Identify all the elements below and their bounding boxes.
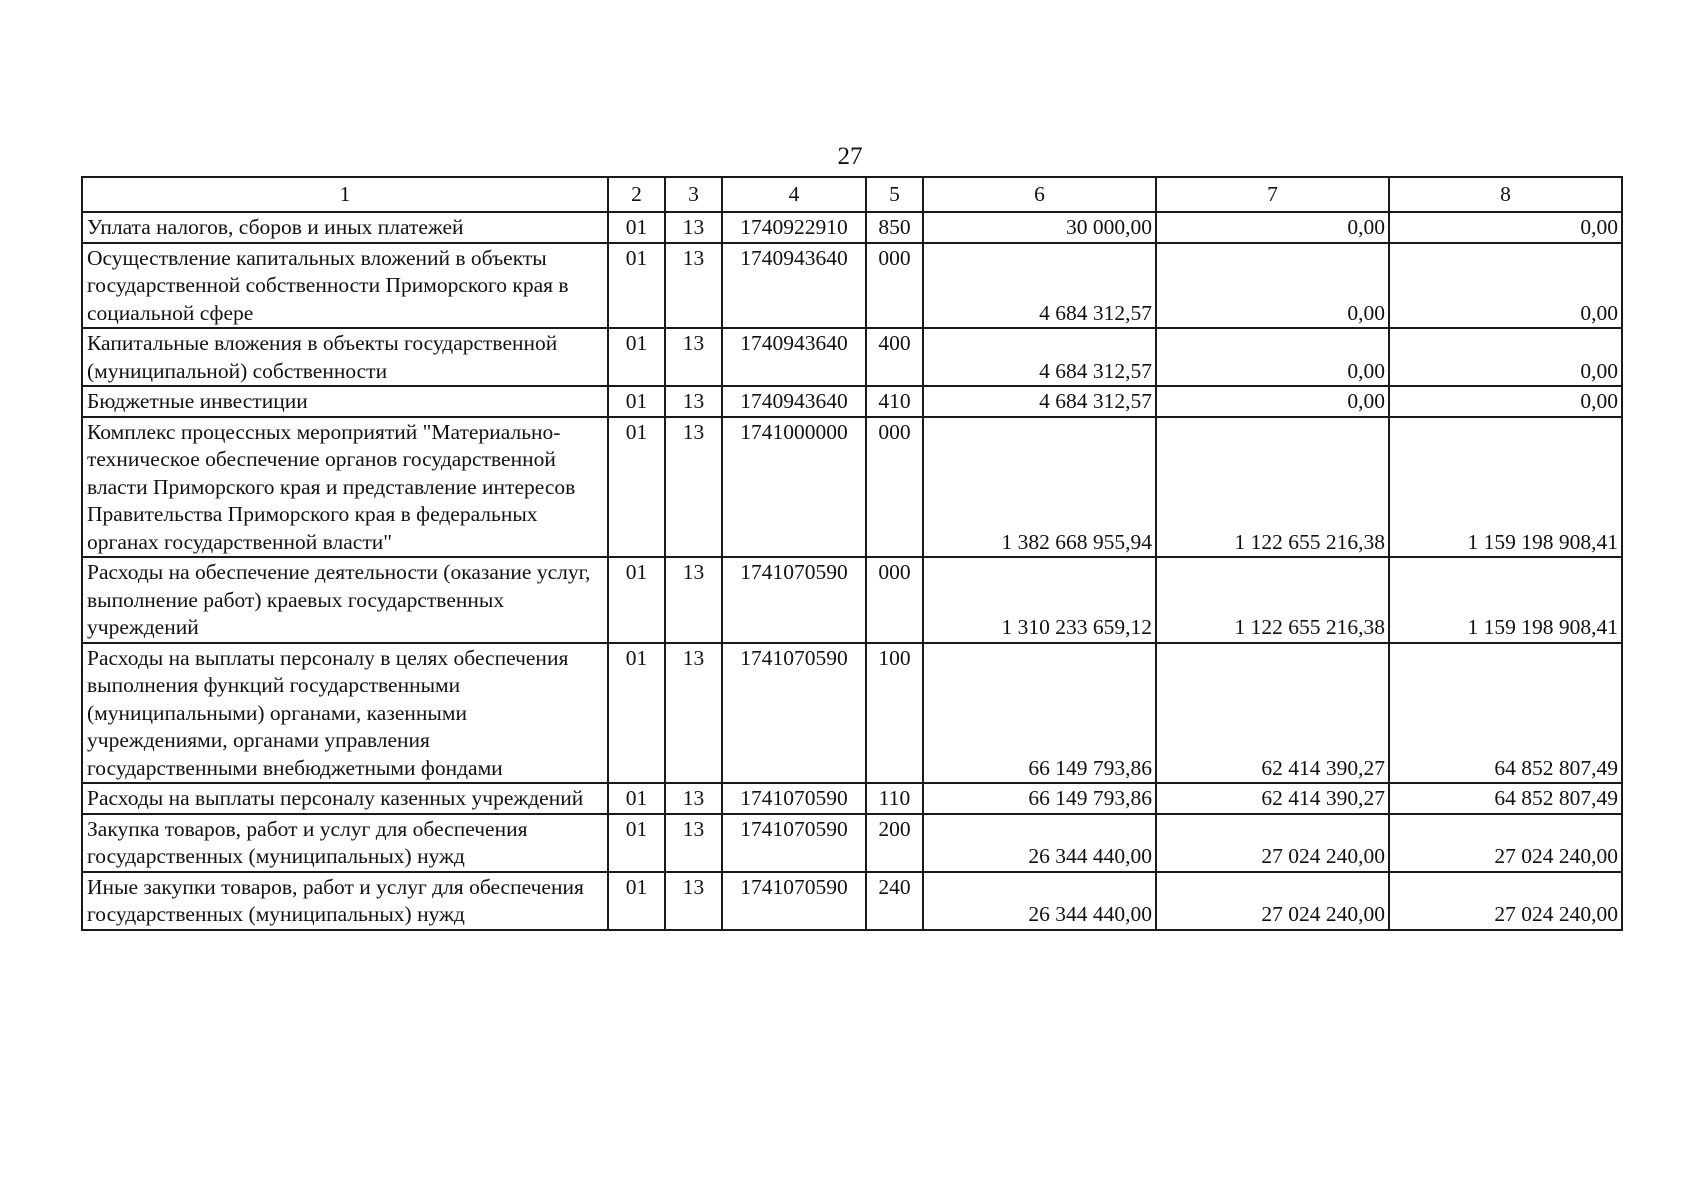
amount-col-8: 0,00 (1389, 386, 1622, 417)
amount-col-8: 27 024 240,00 (1389, 872, 1622, 930)
target-article-code: 1740943640 (722, 386, 866, 417)
row-name: Расходы на выплаты персоналу казенных учреждений (82, 783, 608, 814)
amount-col-7: 0,00 (1156, 328, 1389, 386)
section-code: 01 (608, 557, 665, 643)
amount-col-8: 0,00 (1389, 328, 1622, 386)
target-article-code: 1741070590 (722, 872, 866, 930)
amount-col-8: 64 852 807,49 (1389, 783, 1622, 814)
amount-col-6: 1 310 233 659,12 (923, 557, 1156, 643)
column-header: 4 (722, 177, 866, 212)
target-article-code: 1741070590 (722, 814, 866, 872)
expense-type-code: 000 (866, 243, 923, 329)
header-row (82, 177, 1622, 212)
table-row (82, 212, 1622, 243)
target-article-code: 1741000000 (722, 417, 866, 558)
row-name: Расходы на выплаты персоналу в целях обеспечения выполнения функций государственными (муниципальными) органами, казенными учреждениями, органами управления государственными внебюджетными фондами (82, 643, 608, 784)
amount-col-6: 66 149 793,86 (923, 643, 1156, 784)
target-article-code: 1740943640 (722, 328, 866, 386)
row-name: Бюджетные инвестиции (82, 386, 608, 417)
expense-type-code: 400 (866, 328, 923, 386)
column-header: 3 (665, 177, 722, 212)
table-row (82, 386, 1622, 417)
subsection-code: 13 (665, 557, 722, 643)
target-article-code: 1741070590 (722, 783, 866, 814)
amount-col-8: 27 024 240,00 (1389, 814, 1622, 872)
amount-col-8: 0,00 (1389, 212, 1622, 243)
column-header: 8 (1389, 177, 1622, 212)
row-name: Комплекс процессных мероприятий "Материально-техническое обеспечение органов государственной власти Приморского края и представление интересов Правительства Приморского края в федеральных органах государственной власти" (82, 417, 608, 558)
column-header: 1 (82, 177, 608, 212)
amount-col-7: 27 024 240,00 (1156, 814, 1389, 872)
subsection-code: 13 (665, 643, 722, 784)
amount-col-6: 4 684 312,57 (923, 386, 1156, 417)
amount-col-7: 62 414 390,27 (1156, 783, 1389, 814)
subsection-code: 13 (665, 783, 722, 814)
target-article-code: 1741070590 (722, 643, 866, 784)
amount-col-6: 30 000,00 (923, 212, 1156, 243)
target-article-code: 1740943640 (722, 243, 866, 329)
row-name: Капитальные вложения в объекты государственной (муниципальной) собственности (82, 328, 608, 386)
table-row (82, 872, 1622, 930)
amount-col-6: 26 344 440,00 (923, 872, 1156, 930)
amount-col-6: 66 149 793,86 (923, 783, 1156, 814)
subsection-code: 13 (665, 328, 722, 386)
row-name: Расходы на обеспечение деятельности (оказание услуг, выполнение работ) краевых государственных учреждений (82, 557, 608, 643)
amount-col-7: 1 122 655 216,38 (1156, 557, 1389, 643)
table-row (82, 243, 1622, 329)
subsection-code: 13 (665, 417, 722, 558)
subsection-code: 13 (665, 872, 722, 930)
table-row (82, 643, 1622, 784)
section-code: 01 (608, 212, 665, 243)
table-row (82, 814, 1622, 872)
amount-col-8: 1 159 198 908,41 (1389, 417, 1622, 558)
column-header: 6 (923, 177, 1156, 212)
section-code: 01 (608, 872, 665, 930)
column-header: 2 (608, 177, 665, 212)
amount-col-8: 64 852 807,49 (1389, 643, 1622, 784)
row-name: Иные закупки товаров, работ и услуг для обеспечения государственных (муниципальных) нужд (82, 872, 608, 930)
page-number: 27 (837, 143, 863, 170)
row-name: Уплата налогов, сборов и иных платежей (82, 212, 608, 243)
table-row (82, 417, 1622, 558)
row-name: Закупка товаров, работ и услуг для обеспечения государственных (муниципальных) нужд (82, 814, 608, 872)
table-row (82, 557, 1622, 643)
subsection-code: 13 (665, 814, 722, 872)
amount-col-6: 1 382 668 955,94 (923, 417, 1156, 558)
table-row (82, 783, 1622, 814)
table-row (82, 328, 1622, 386)
section-code: 01 (608, 243, 665, 329)
section-code: 01 (608, 328, 665, 386)
row-name: Осуществление капитальных вложений в объекты государственной собственности Приморского края в социальной сфере (82, 243, 608, 329)
amount-col-7: 27 024 240,00 (1156, 872, 1389, 930)
expense-type-code: 410 (866, 386, 923, 417)
amount-col-8: 0,00 (1389, 243, 1622, 329)
amount-col-6: 4 684 312,57 (923, 243, 1156, 329)
section-code: 01 (608, 783, 665, 814)
amount-col-7: 1 122 655 216,38 (1156, 417, 1389, 558)
expense-type-code: 240 (866, 872, 923, 930)
section-code: 01 (608, 643, 665, 784)
amount-col-8: 1 159 198 908,41 (1389, 557, 1622, 643)
expense-type-code: 100 (866, 643, 923, 784)
amount-col-7: 0,00 (1156, 212, 1389, 243)
section-code: 01 (608, 417, 665, 558)
subsection-code: 13 (665, 386, 722, 417)
subsection-code: 13 (665, 243, 722, 329)
expense-type-code: 000 (866, 557, 923, 643)
expense-type-code: 110 (866, 783, 923, 814)
section-code: 01 (608, 814, 665, 872)
subsection-code: 13 (665, 212, 722, 243)
column-header: 5 (866, 177, 923, 212)
amount-col-6: 4 684 312,57 (923, 328, 1156, 386)
amount-col-7: 0,00 (1156, 386, 1389, 417)
budget-table (81, 176, 1623, 931)
target-article-code: 1741070590 (722, 557, 866, 643)
expense-type-code: 200 (866, 814, 923, 872)
target-article-code: 1740922910 (722, 212, 866, 243)
amount-col-6: 26 344 440,00 (923, 814, 1156, 872)
amount-col-7: 62 414 390,27 (1156, 643, 1389, 784)
column-header: 7 (1156, 177, 1389, 212)
amount-col-7: 0,00 (1156, 243, 1389, 329)
expense-type-code: 850 (866, 212, 923, 243)
section-code: 01 (608, 386, 665, 417)
expense-type-code: 000 (866, 417, 923, 558)
